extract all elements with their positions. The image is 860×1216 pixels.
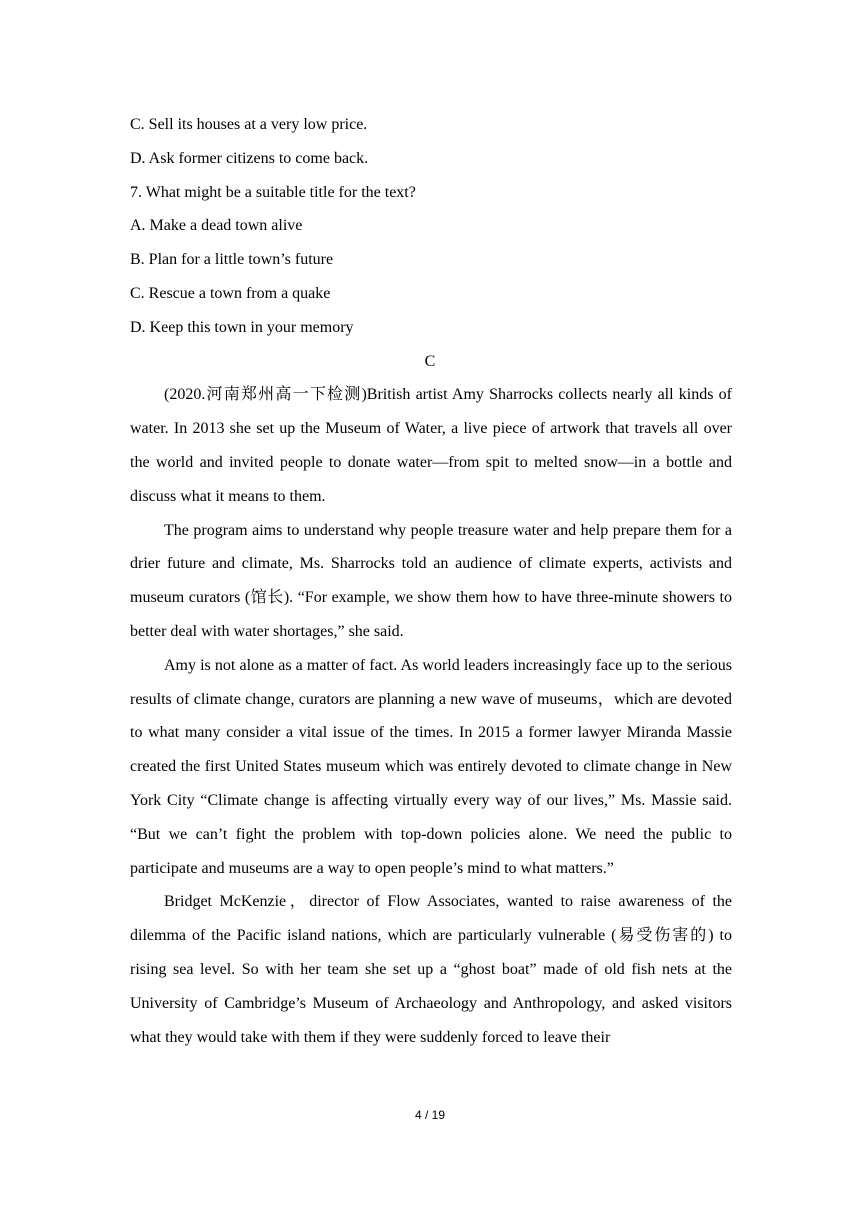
section-heading: C xyxy=(424,352,436,370)
page-content xyxy=(130,108,732,1054)
paragraph-3: Amy is not alone as a matter of fact. As world leaders increasingly face up to the serious results of climate change, curators are planning a new wave of museums，which are devoted to what many consider a vital issue of the times. In 2015 a former lawyer Miranda Massie created the first United States museum which was entirely devoted to climate change in New York City “Climate change is affecting virtually every way of our lives,” Ms. Massie said. “But we can’t fight the problem with top-down policies alone. We need the public to participate and museums are a way to open people’s mind to what matters.” xyxy=(130,656,732,877)
option-q6-d: D. Ask former citizens to come back. xyxy=(130,149,369,167)
question-7-option-a: A. Make a dead town alive xyxy=(130,217,303,235)
option-q6-c: C. Sell its houses at a very low price. xyxy=(130,116,368,133)
question-7-option-d: D. Keep this town in your memory xyxy=(130,318,354,336)
question-7-stem: 7. What might be a suitable title for the text? xyxy=(130,183,416,201)
page-number: 4 / 19 xyxy=(414,1108,446,1122)
paragraph-4: Bridget McKenzie，director of Flow Associates, wanted to raise awareness of the dilemma of the Pacific island nations, which are particularly vulnerable (易受伤害的) to rising sea level. So with her team she set up a “ghost boat” made of old fish nets at the University of Cambridge’s Museum of Archaeology and Anthropology, and asked visitors what they would take with them if they were suddenly forced to leave their xyxy=(130,893,732,1046)
paragraph-2: The program aims to understand why people treasure water and help prepare them for a drier future and climate, Ms. Sharrocks told an audience of climate experts, activists and museum curators (馆长). “For example, we show them how to have three-minute showers to better deal with water shortages,” she said. xyxy=(130,521,732,640)
question-7-option-b: B. Plan for a little town’s future xyxy=(130,251,334,269)
question-7-option-c: C. Rescue a town from a quake xyxy=(130,284,331,302)
paragraph-1: (2020.河南郑州高一下检测)British artist Amy Sharrocks collects nearly all kinds of water. In 2013 she set up the Museum of Water, a live piece of artwork that travels all over the world and invited people to donate water—from spit to melted snow—in a bottle and discuss what it means to them. xyxy=(130,386,732,505)
